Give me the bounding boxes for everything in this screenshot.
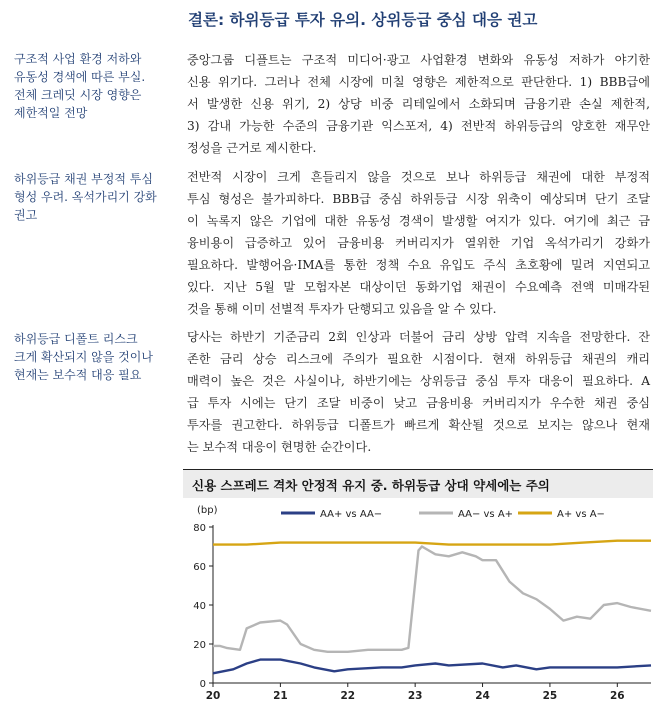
summary-line: 하위등급 채권 부정적 투심	[14, 172, 153, 186]
summary-line: 현재는 보수적 대응 필요	[14, 368, 142, 382]
y-tick-label: 80	[193, 523, 206, 534]
section-2-paragraph	[187, 166, 650, 320]
section-3-paragraph	[187, 326, 650, 458]
paragraph-line: 필요하다. 발행어음·IMA를 통한 정책 수요 유입도 주식 초호황에 밀려 지연되고	[187, 258, 650, 272]
section-2-summary	[14, 170, 169, 224]
chart-title-bar	[183, 469, 653, 498]
x-tick-label: 24	[475, 690, 490, 702]
paragraph-line: 존한 금리 상승 리스크에 주의가 필요한 시점이다. 현재 하위등급 채권의 캐리	[187, 352, 650, 366]
page-title: 결론: 하위등급 투자 유의. 상위등급 중심 대응 권고	[188, 11, 538, 29]
paragraph-line: 급 투자 시에는 단기 조달 비중이 낮고 금융비용 커버리지가 우수한 채권 중심	[187, 396, 650, 410]
y-tick-label: 60	[193, 562, 206, 573]
paragraph-line: 전반적 시장이 크게 흔들리지 않을 것으로 보나 하위등급 채권에 대한 부정적	[187, 170, 650, 184]
x-tick-label: 26	[609, 690, 625, 702]
paragraph-line: 있다. 지난 5월 말 모험자본 대상이던 동화기업 채권이 수요예측 전액 미매각된	[187, 280, 650, 294]
summary-line: 유동성 경색에 따른 부실.	[14, 70, 146, 84]
series-line-2	[213, 547, 651, 652]
chart-title: 신용 스프레드 격차 안정적 유지 중. 하위등급 상대 약세에는 주의	[192, 478, 550, 493]
x-tick-label: 25	[542, 690, 558, 702]
summary-line: 권고	[14, 208, 38, 222]
section-3-summary	[14, 330, 169, 384]
paragraph-line: 것을 통해 이미 선별적 투자가 단행되고 있음을 알 수 있다.	[187, 302, 497, 316]
series-line-1	[213, 660, 651, 674]
paragraph-line: 서 발생한 신용 위기, 2) 상당 비중 리테일에서 소화되며 금융기관 손실 제한적,	[187, 97, 650, 111]
y-tick-label: 0	[199, 679, 206, 690]
section-1-paragraph	[187, 49, 650, 159]
legend-label: A+ vs A−	[557, 509, 605, 520]
paragraph-line: 정성을 근거로 제시한다.	[187, 141, 317, 155]
legend-label: AA+ vs AA−	[320, 509, 383, 520]
summary-line: 형성 우려. 옥석가리기 강화	[14, 190, 157, 204]
series-line-3	[213, 541, 651, 545]
x-tick-label: 22	[340, 690, 356, 702]
summary-line: 크게 확산되지 않을 것이나	[14, 350, 153, 364]
paragraph-line: 매력이 높은 것은 사실이나, 하반기에는 상위등급 중심 투자 대응이 필요하다. A	[187, 374, 650, 388]
x-tick-label: 21	[273, 690, 288, 702]
section-1-summary	[14, 50, 169, 122]
y-tick-label: 20	[193, 640, 206, 651]
paragraph-line: 당사는 하반기 기준금리 2회 인상과 더불어 금리 상방 압력 지속을 전망한다. 잔	[187, 330, 650, 344]
x-tick-label: 23	[407, 690, 423, 702]
summary-line: 전체 크레딧 시장 영향은	[14, 88, 142, 102]
summary-line: 제한적일 전망	[14, 106, 88, 120]
y-tick-label: 40	[193, 601, 206, 612]
summary-line: 구조적 사업 환경 저하와	[14, 52, 142, 66]
paragraph-line: 투심 형성은 불가피하다. BBB급 중심 하위등급 시장 위축이 예상되며 단기 조달	[187, 192, 650, 206]
paragraph-line: 신용 위기다. 그러나 전체 시장에 미칠 영향은 제한적으로 판단한다. 1) BBB급에	[187, 75, 650, 89]
paragraph-line: 투자를 권고한다. 하위등급 디폴트가 빠르게 확산될 것으로 보지는 않으나 현재	[187, 418, 650, 432]
paragraph-line: 3) 감내 가능한 수준의 금융기관 익스포저, 4) 전반적 하위등급의 양호한 재무안	[187, 119, 650, 133]
y-axis-label: (bp)	[197, 505, 218, 516]
summary-line: 하위등급 디폴트 리스크	[14, 332, 138, 346]
spread-line-chart	[183, 498, 653, 706]
paragraph-line: 이 녹록지 않은 기업에 대한 유동성 경색이 발생할 여지가 있다. 여기에 최근 금	[187, 214, 650, 228]
paragraph-line: 중앙그룹 디플트는 구조적 미디어·광고 사업환경 변화와 유동성 저하가 야기한	[187, 53, 650, 67]
legend-label: AA− vs A+	[458, 509, 514, 520]
paragraph-line: 융비용이 급증하고 있어 금융비용 커버리지가 열위한 기업 옥석가리기 강화가	[187, 236, 650, 250]
x-tick-label: 20	[205, 690, 221, 702]
paragraph-line: 는 보수적 대응이 현명한 순간이다.	[187, 440, 372, 454]
